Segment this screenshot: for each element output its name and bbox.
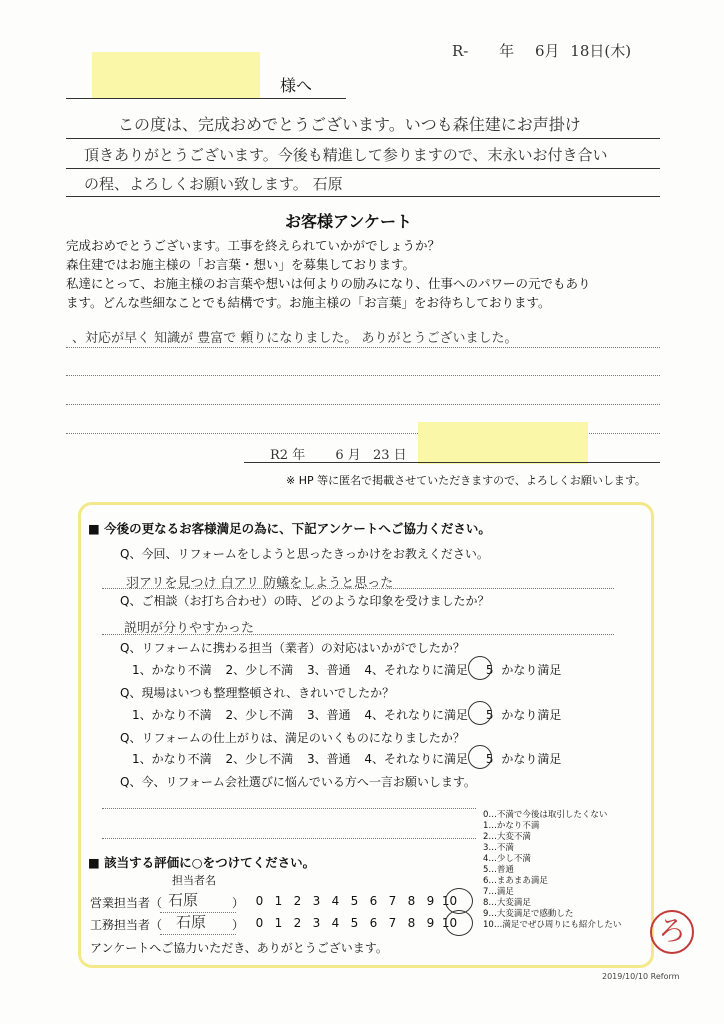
options-q3: 1、かなり不満 2、少し不満 3、普通 4、それなりに満足 5 かなり満足 <box>132 663 562 677</box>
survey-answer: 、対応が早く 知識が 豊富で 頼りになりました。 ありがとうございました。 <box>72 331 518 346</box>
salutation-underline <box>66 98 346 99</box>
question-5: Q、リフォームの仕上がりは、満足のいくものになりましたか？ <box>120 731 465 745</box>
options-q5: 1、かなり不満 2、少し不満 3、普通 4、それなりに満足 5 かなり満足 <box>132 752 562 766</box>
question-6: Q、今、リフォーム会社選びに悩んでいる方へ一言お願いします。 <box>120 775 476 789</box>
question-3: Q、リフォームに携わる担当（業者）の対応はいかがでしたか？ <box>120 641 465 655</box>
sales-name: 石原 <box>168 891 199 909</box>
footer-version: 2019/10/10 Reform <box>602 972 680 981</box>
letter-date: R- 年 6月 18日(木) <box>452 42 632 60</box>
staff-name-label: 担当者名 <box>172 874 216 887</box>
answer-2: 説明が分りやすかった <box>124 621 255 636</box>
redacted-signature <box>418 422 588 464</box>
stamp-mark: ろ <box>650 910 694 954</box>
anonymity-note: ※ HP 等に匿名で掲載させていただきますので、よろしくお願いします。 <box>286 474 647 487</box>
letter-line-1: この度は、完成おめでとうございます。いつも森住建にお声掛け <box>118 115 581 134</box>
construction-scores: 0 1 2 3 4 5 6 7 8 9 10 <box>255 916 458 930</box>
answer-1: 羽アリを見つけ 白アリ 防蟻をしようと思った <box>126 576 394 591</box>
redacted-name <box>92 52 260 98</box>
options-q4: 1、かなり不満 2、少し不満 3、普通 4、それなりに満足 5 かなり満足 <box>132 708 562 722</box>
rating-heading: ■ 該当する評価に○をつけてください。 <box>88 855 316 870</box>
date-era: R- <box>452 42 469 60</box>
question-4: Q、現場はいつも整理整頓され、きれいでしたか？ <box>120 686 395 700</box>
letter-line-3: の程、よろしくお願い致します。 石原 <box>84 175 343 193</box>
survey-intro: 完成おめでとうございます。工事を終えられていかがでしょうか？ 森住建ではお施主様の「お言葉・想い」を募集しております。 私達にとって、お施主様のお言葉や想いは何よりの励みになり、仕事へのパワーの元でもあり ます。どんな些細なことでも結構です。お施主様の「お言葉」をお待ちしております。 <box>66 238 591 310</box>
selected-circle-q3 <box>468 656 492 680</box>
legend: 0…不満で今後は取引したくない 1…かなり不満 2…大変不満 3…不満 4…少し不満 5…普通 6…まあまあ満足 7…満足 8…大変満足 9…大変満足で感動した 10…満足でぜひ周りにも紹介したい <box>483 810 622 930</box>
sales-scores: 0 1 2 3 4 5 6 7 8 9 10 <box>255 894 458 908</box>
question-2: Q、ご相談（お打ち合わせ）の時、どのような印象を受けましたか？ <box>120 594 490 608</box>
thanks-message: アンケートへご協力いただき、ありがとうございます。 <box>90 941 388 955</box>
survey2-heading: ■ 今後の更なるお客様満足の為に、下記アンケートへご協力ください。 <box>88 521 491 536</box>
sales-label: 営業担当者（ <box>90 896 163 910</box>
survey-title: お客様アンケート <box>285 212 413 231</box>
salutation: 様へ <box>280 76 313 95</box>
selected-circle-q4 <box>468 701 492 725</box>
selected-circle-q5 <box>468 745 492 769</box>
construction-selected-circle <box>445 910 473 936</box>
letter-line-2: 頂きありがとうございます。今後も精進して参りますので、末永いお付き合い <box>84 146 608 164</box>
construction-label: 工務担当者（ <box>90 918 163 932</box>
survey-date: R2 年 6 月 23 日 <box>270 448 407 463</box>
construction-name: 石原 <box>176 913 207 931</box>
question-1: Q、今回、リフォームをしようと思ったきっかけをお教えください。 <box>120 547 489 561</box>
